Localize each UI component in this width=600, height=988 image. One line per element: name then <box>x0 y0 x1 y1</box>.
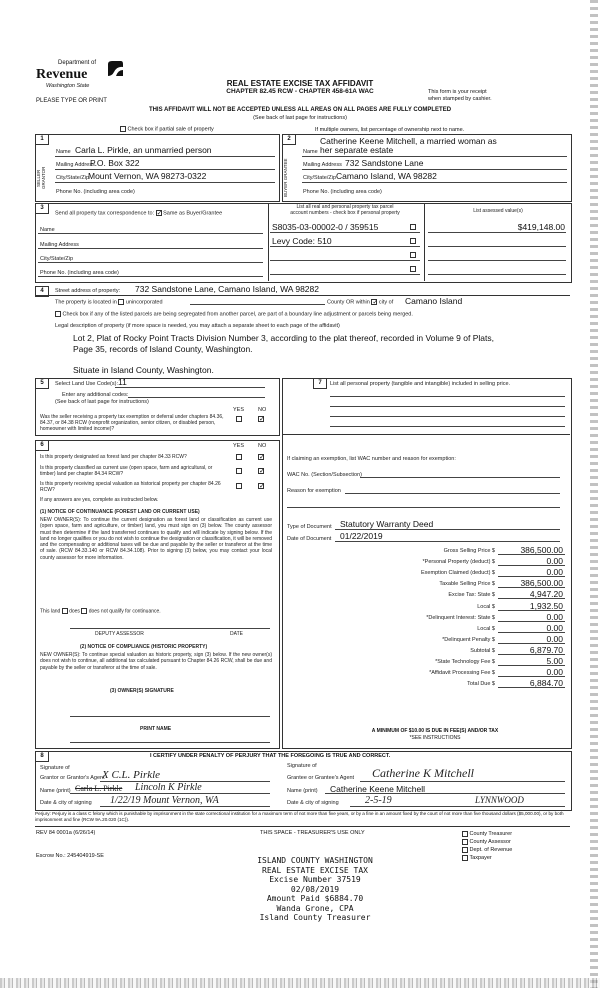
unincorporated-checkbox[interactable] <box>118 299 124 305</box>
tax-row-value[interactable]: 0.00 <box>546 556 563 567</box>
grantor-date-label: Date & city of signing <box>40 800 92 806</box>
buyer-city[interactable]: Camano Island, WA 98282 <box>336 171 437 181</box>
tax-row-value[interactable]: 4,947.20 <box>529 589 563 600</box>
copy-label: Taxpayer <box>469 855 492 861</box>
doc-type-label: Type of Document <box>287 524 332 530</box>
s5-no-checkbox[interactable] <box>258 416 264 422</box>
grantee-sig-label: Signature of <box>287 763 317 769</box>
section-5-number: 5 <box>35 378 49 389</box>
wac-claim: If claiming an exemption, list WAC number and reason for exemption: <box>287 456 456 462</box>
seller-city[interactable]: Mount Vernon, WA 98273-0322 <box>88 171 207 181</box>
buyer-address[interactable]: 732 Sandstone Lane <box>345 158 424 168</box>
section-6-number: 6 <box>35 440 49 451</box>
partial-sale-checkbox[interactable] <box>120 126 126 132</box>
tax-row-label: *State Technology Fee $ <box>435 659 495 665</box>
receipt-note1: This form is your receipt <box>428 89 487 95</box>
notice1-title: (1) NOTICE OF CONTINUANCE (FOREST LAND OR CURRENT USE) <box>40 509 200 515</box>
does-checkbox[interactable] <box>62 608 68 614</box>
additional-note: (See back of last page for instructions) <box>55 399 149 405</box>
form-title: REAL ESTATE EXCISE TAX AFFIDAVIT <box>226 79 374 88</box>
legal-line1: Lot 2, Plat of Rocky Point Tracts Division Number 3, according to the plat thereof, recorded in Volume 9 of Plats, <box>73 333 494 343</box>
scan-edge-artifact <box>590 0 598 988</box>
grantor-agent-label: Grantor or Grantor's Agent <box>40 775 105 781</box>
land-use-label: Select Land Use Code(s): <box>55 381 118 387</box>
notice1-text: NEW OWNER(S): To continue the current designation as forest land or classification as current use (open space, farm and agriculture, or timber) land, you must sign on (3) below. The county assessor must then determine if the land transferred continues to qualify and will indicate by signing below. If the land no longer qualifies or you do not wish to continue the designation or classification, it will be removed and the compensating or additional taxes will be due and payable by the seller or transferor at the time of sale. (RCW 84.33.140 or RCW 84.34.108). Prior to signing (3) below, you may contact your local county assessor for more information. <box>40 517 272 561</box>
grantee-agent-label: Grantee or Grantee's Agent <box>287 775 355 781</box>
q3-yes-checkbox[interactable] <box>236 483 242 489</box>
s5-yes: YES <box>233 407 245 413</box>
parcel-header1: List all real and personal property tax parcel <box>296 204 394 210</box>
tax-row-value[interactable]: 0.00 <box>546 667 563 678</box>
reason: Reason for exemption <box>287 488 341 494</box>
section-2-number: 2 <box>282 134 296 145</box>
s5-yes-checkbox[interactable] <box>236 416 242 422</box>
deputy-date: DATE <box>230 631 243 637</box>
parcel-personal-checkbox-3[interactable] <box>410 252 416 258</box>
perjury-note: Perjury: Perjury is a class C felony which is punishable by imprisonment in the state correctional institution for a maximum term of not more than five years, or by a fine in an amount fixed by the court of not more than five thousand dollars ($5,000.00), or by both imprisonment and fine (RCW 9A.20.020 (1C)). <box>35 811 564 822</box>
s6-q2: Is this property classified as current use (open space, farm and agricultural, or timber) land per chapter 84.34 RCW? <box>40 465 213 477</box>
send-correspondence: Send all property tax correspondence to: ✓ Same as Buyer/Grantee <box>55 210 222 216</box>
dept-line2: Revenue <box>36 67 88 82</box>
tax-row-label: Local $ <box>477 625 495 632</box>
grantee-name-label: Name (print) <box>287 788 318 794</box>
q1-no-checkbox[interactable] <box>258 454 264 460</box>
stamp-line: Excise Number 37519 <box>269 875 361 884</box>
copy-checkbox[interactable] <box>462 855 468 861</box>
owner-signature: (3) OWNER(S) SIGNATURE <box>110 688 174 694</box>
tax-row-label: *Delinquent Penalty $ <box>442 636 495 643</box>
minimum-note: A MINIMUM OF $10.00 IS DUE IN FEE(S) AND/OR TAX <box>371 728 499 734</box>
tax-row-label: *Delinquent Interest: State $ <box>426 614 495 621</box>
scan-noise <box>0 978 600 988</box>
parcel-personal-checkbox-4[interactable] <box>410 266 416 272</box>
does-not-checkbox[interactable] <box>81 608 87 614</box>
tax-row-value[interactable]: 1,932.50 <box>529 600 563 611</box>
q2-yes-checkbox[interactable] <box>236 468 242 474</box>
grantor-name-hand[interactable]: Lincoln K Pirkle <box>135 782 202 793</box>
street-label: Street address of property: <box>55 288 121 294</box>
tax-row-label: *Personal Property (deduct) $ <box>422 559 495 566</box>
copy-label: Dept. of Revenue <box>469 847 513 853</box>
multiple-owners: If multiple owners, list percentage of ownership next to name. <box>315 127 465 133</box>
tax-row-label: Subtotal $ <box>470 647 495 654</box>
seller-side-label: SELLER GRANTOR <box>36 166 46 190</box>
tax-row-value[interactable]: 0.00 <box>546 622 563 633</box>
s3-phone-label: Phone No. (including area code) <box>40 270 119 276</box>
s6-no: NO <box>258 443 267 449</box>
assessed-value[interactable]: $419,148.00 <box>517 222 565 232</box>
tax-row-label: Total Due $ <box>467 681 495 688</box>
warning-sub: (See back of last page for instructions) <box>253 115 347 121</box>
segregated-note: Check box if any of the listed parcels are being segregated from another parcel, are part of a boundary line adjustment or parcels being merged. <box>55 311 413 317</box>
city-of-checkbox[interactable] <box>371 299 377 305</box>
stamp-line: REAL ESTATE EXCISE TAX <box>262 865 368 875</box>
buyer-name-line1[interactable]: Catherine Keene Mitchell, a married woman as <box>320 136 497 146</box>
warning: THIS AFFIDAVIT WILL NOT BE ACCEPTED UNLESS ALL AREAS ON ALL PAGES ARE FULLY COMPLETED <box>148 107 452 113</box>
exemption-question: Was the seller receiving a property tax exemption or deferral under chapters 84.36, 84.37, or 84.38 RCW (nonprofit organization, senior citizen, or disabled person, homeowner with limited income)? <box>40 414 224 432</box>
section-7-number: 7 <box>313 378 327 389</box>
stamp-line: Island County Treasurer <box>259 913 371 922</box>
copy-item[interactable] <box>462 846 512 854</box>
land-use-code[interactable]: 11 <box>118 377 127 387</box>
receipt-note2: when stamped by cashier. <box>428 96 492 102</box>
seller-phone-label: Phone No. (including area code) <box>56 189 135 195</box>
form-subtitle: CHAPTER 82.45 RCW - CHAPTER 458-61A WAC <box>226 88 374 95</box>
doc-type[interactable]: Statutory Warranty Deed <box>340 519 434 529</box>
grantor-sig-label: Signature of <box>40 765 70 771</box>
city-name[interactable]: Camano Island <box>405 296 463 306</box>
tax-row-value[interactable]: 386,500.00 <box>520 578 563 589</box>
copy-distribution <box>462 830 512 862</box>
buyer-city-label: City/State/Zip <box>303 175 337 181</box>
certify-statement: I CERTIFY UNDER PENALTY OF PERJURY THAT THE FOREGOING IS TRUE AND CORRECT. <box>150 753 391 759</box>
seller-city-label: City/State/Zip <box>56 175 90 181</box>
s6-q3: Is this property receiving special valuation as historical property per chapter 84.26 RCW? <box>40 481 221 493</box>
buyer-name-label: Name <box>303 149 318 155</box>
levy-code[interactable]: Levy Code: 510 <box>272 236 332 246</box>
buyer-phone-label: Phone No. (including area code) <box>303 189 382 195</box>
legal-line2: Page 35, records of Island County, Washington. <box>73 344 253 354</box>
treasurer-stamp <box>210 856 420 923</box>
grantor-date-city[interactable]: 1/22/19 Mount Vernon, WA <box>110 795 219 806</box>
tax-row-label: *Affidavit Processing Fee $ <box>429 670 495 677</box>
county-or-city: County OR within ✓ city of <box>327 299 393 305</box>
tax-row-label: Gross Selling Price $ <box>443 548 495 554</box>
doc-date[interactable]: 01/22/2019 <box>340 531 383 541</box>
rev-number: REV 84 0001a (6/26/14) <box>36 830 96 836</box>
copy-item[interactable] <box>462 854 512 862</box>
grantor-name-label: Name (print) <box>40 788 71 794</box>
deputy-assessor: DEPUTY ASSESSOR <box>95 631 144 637</box>
parcel-personal-checkbox-1[interactable] <box>410 224 416 230</box>
tax-row-value[interactable]: 0.00 <box>546 633 563 644</box>
buyer-side-label: BUYER GRANTEE <box>283 158 288 198</box>
tax-row-value[interactable]: 6,884.70 <box>529 678 563 689</box>
same-as-buyer-checkbox[interactable] <box>156 210 162 216</box>
stamp-line: Wanda Grone, CPA <box>276 903 354 913</box>
additional-codes: Enter any additional codes: <box>62 392 129 398</box>
notice2-title: (2) NOTICE OF COMPLIANCE (HISTORIC PROPERTY) <box>80 644 208 650</box>
seller-address-label: Mailing Address <box>56 162 95 168</box>
copy-item[interactable] <box>462 830 512 838</box>
tax-row-label: Excise Tax: State $ <box>448 592 495 599</box>
grantee-city[interactable]: LYNNWOOD <box>475 795 524 805</box>
stamp-line: 02/08/2019 <box>290 884 340 894</box>
q2-no-checkbox[interactable] <box>258 468 264 474</box>
seller-address[interactable]: P.O. Box 322 <box>90 158 140 168</box>
tax-row-value[interactable]: 0.00 <box>546 611 563 622</box>
notice2-text: NEW OWNER(S): To continue special valuation as historic property, sign (3) below. If the new owner(s) does not wish to continue, all additional tax calculated pursuant to Chapter 84.26 RCW, shall be due and payable by the seller or transferor at the time of sale. <box>40 652 272 671</box>
grantee-signature[interactable]: Catherine K Mitchell <box>372 766 474 780</box>
parcel-personal-checkbox-2[interactable] <box>410 238 416 244</box>
treasurer-only: THIS SPACE - TREASURER'S USE ONLY <box>260 830 365 836</box>
section-8-number: 8 <box>35 751 49 762</box>
dept-line3: Washington State <box>46 83 90 89</box>
tax-row-value[interactable]: 386,500.00 <box>520 545 563 555</box>
tax-row-label: Exemption Claimed (deduct) $ <box>421 570 495 577</box>
copy-label: County Assessor <box>469 839 511 845</box>
grantor-name-struck: Carla L. Pirkle <box>75 784 123 793</box>
land-qualify: This land does does not qualify for continuance. <box>40 608 161 615</box>
section-4-number: 4 <box>35 286 49 297</box>
segregated-checkbox[interactable] <box>55 311 61 317</box>
legal-label: Legal description of property (if more space is needed, you may attach a separate sheet to each page of the affidavit) <box>55 323 340 329</box>
doc-date-label: Date of Document <box>287 536 332 542</box>
partial-sale[interactable]: Check box if partial sale of property <box>120 126 214 132</box>
personal-property-label: List all personal property (tangible and intangible) included in selling price. <box>330 381 511 387</box>
assessed-header: List assessed value(s) <box>473 208 523 214</box>
parcel-header2: account numbers - check box if personal property <box>290 210 400 216</box>
copy-checkbox[interactable] <box>462 831 468 837</box>
wac-no: WAC No. (Section/Subsection) <box>287 472 362 478</box>
copy-checkbox[interactable] <box>462 847 468 853</box>
tax-row-label: Local $ <box>477 603 495 610</box>
s3-address-label: Mailing Address <box>40 242 79 248</box>
q3-no-checkbox[interactable] <box>258 483 264 489</box>
grantor-signature[interactable]: X C.L. Pirkle <box>102 769 161 781</box>
section-3-number: 3 <box>35 203 49 214</box>
if-yes-note: If any answers are yes, complete as instructed below. <box>40 497 159 503</box>
dept-line1: Department of <box>58 60 97 66</box>
q1-yes-checkbox[interactable] <box>236 454 242 460</box>
tax-row-value[interactable]: 5.00 <box>546 656 563 666</box>
street-address[interactable]: 732 Sandstone Lane, Camano Island, WA 98282 <box>135 284 319 294</box>
print-name: PRINT NAME <box>140 726 172 732</box>
copy-checkbox[interactable] <box>462 839 468 845</box>
type-note: PLEASE TYPE OR PRINT <box>36 98 107 104</box>
seller-name[interactable]: Carla L. Pirkle, an unmarried person <box>75 145 212 155</box>
tax-row-label: Taxable Selling Price $ <box>439 581 495 588</box>
legal-line3: Situate in Island County, Washington. <box>73 365 214 375</box>
copy-label: County Treasurer <box>469 831 513 837</box>
grantee-name[interactable]: Catherine Keene Mitchell <box>330 784 425 794</box>
buyer-name-line2[interactable]: her separate estate <box>320 145 394 155</box>
logo-mark-icon <box>104 58 126 80</box>
buyer-address-label: Mailing Address <box>303 162 342 168</box>
seller-name-label: Name <box>56 149 71 155</box>
grantee-date-label: Date & city of signing <box>287 800 339 806</box>
parcel-number[interactable]: S8035-03-00002-0 / 359515 <box>272 222 379 232</box>
s6-yes: YES <box>233 443 245 449</box>
s3-name-label: Name <box>40 227 55 233</box>
section-1-number: 1 <box>35 134 49 145</box>
see-instructions: *SEE INSTRUCTIONS <box>409 735 461 741</box>
copy-item[interactable] <box>462 838 512 846</box>
s3-city-label: City/State/Zip <box>40 256 74 262</box>
grantee-date[interactable]: 2-5-19 <box>365 795 392 806</box>
s5-no: NO <box>258 407 267 413</box>
tax-row-value[interactable]: 6,879.70 <box>529 644 563 655</box>
tax-row-value[interactable]: 0.00 <box>546 567 563 578</box>
stamp-line: ISLAND COUNTY WASHINGTON <box>257 856 373 865</box>
s6-q1: Is this property designated as forest land per chapter 84.33 RCW? <box>40 454 187 460</box>
stamp-line: Amount Paid $6884.70 <box>266 894 364 903</box>
escrow-number: Escrow No.: 245404919-SE <box>36 853 104 859</box>
located-in: The property is located in unincorporated <box>55 299 163 306</box>
